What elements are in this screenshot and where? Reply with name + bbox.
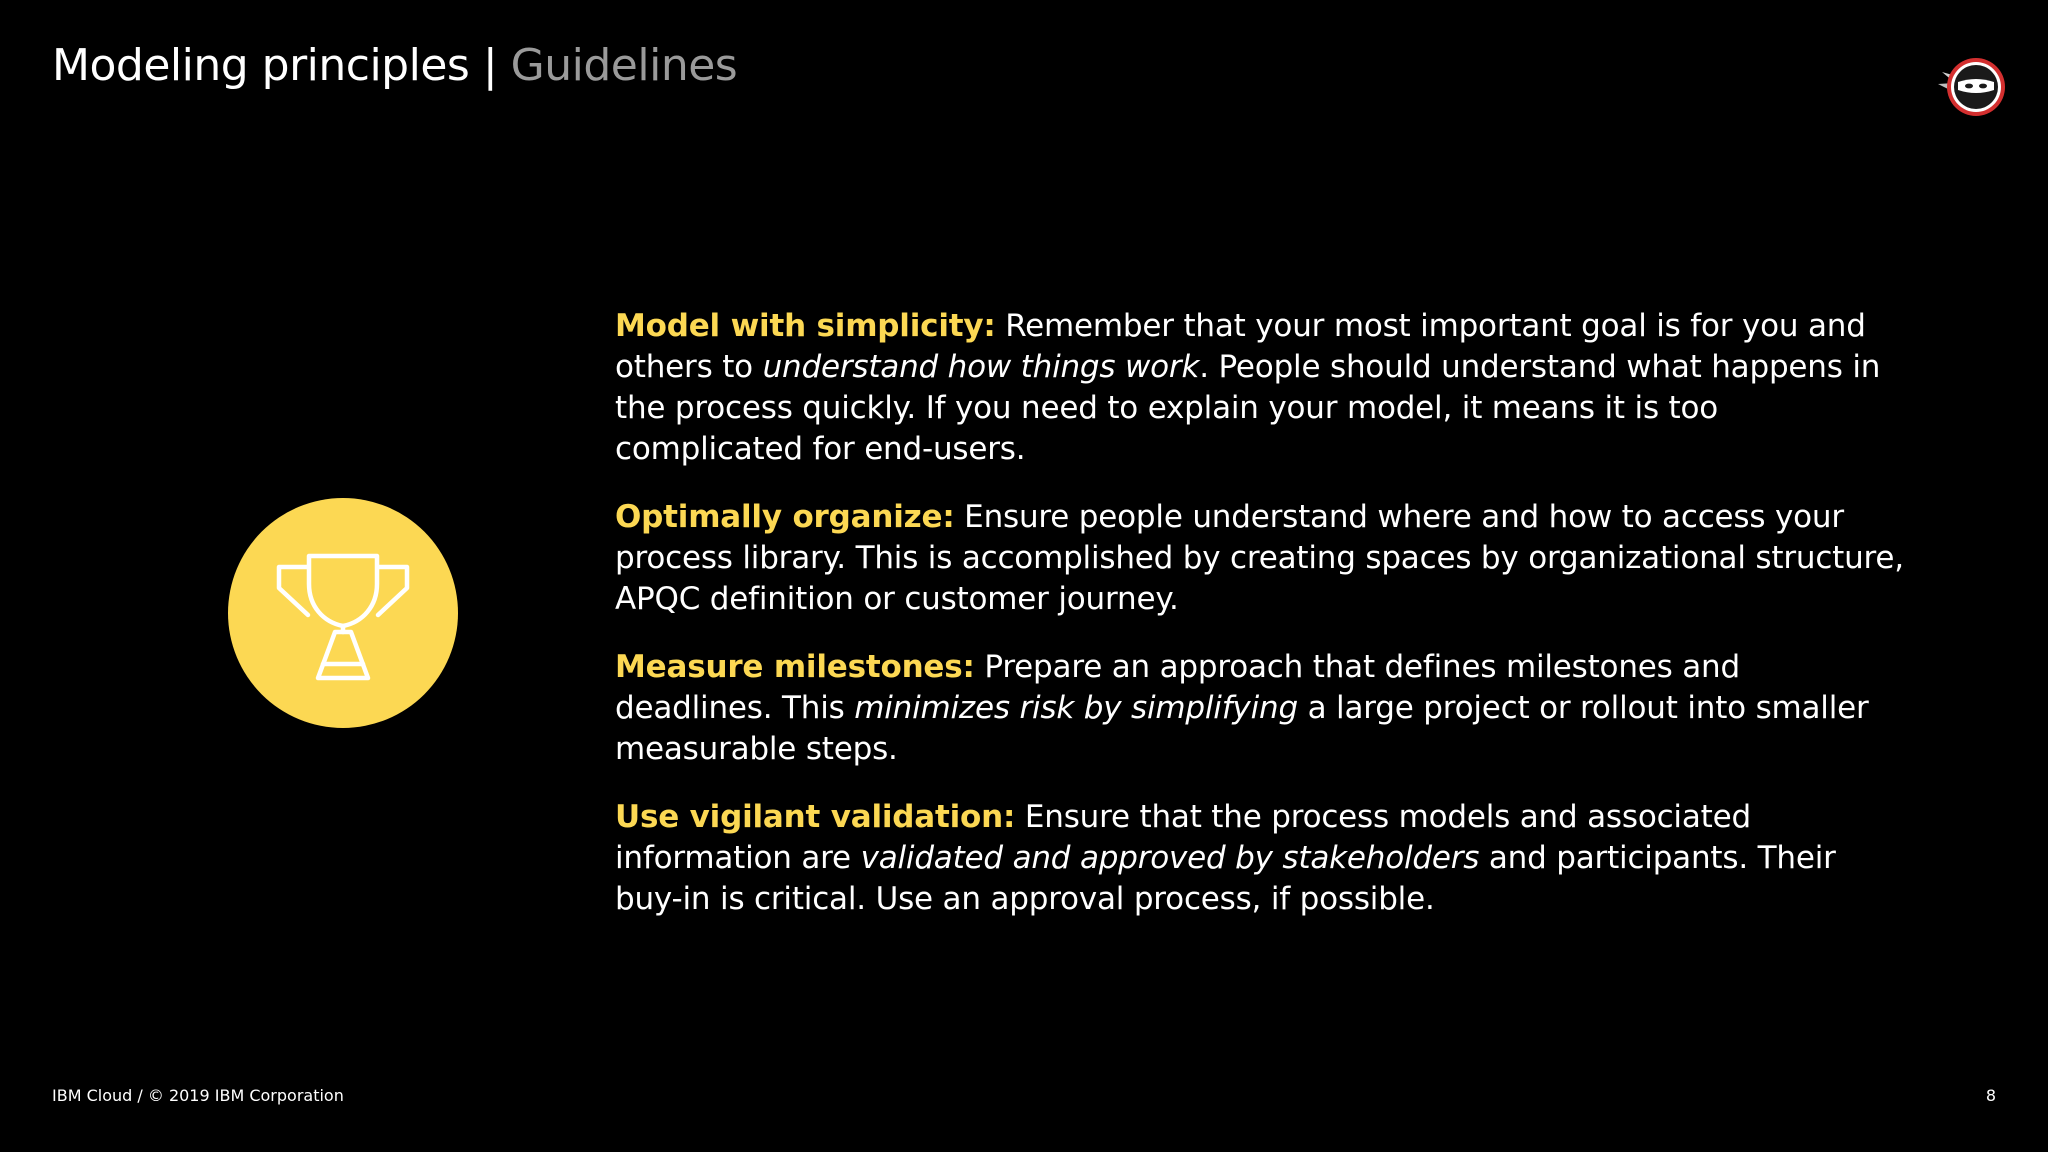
footer-copyright: IBM Cloud / © 2019 IBM Corporation [52, 1086, 344, 1105]
principle-emphasis: understand how things work [762, 349, 1200, 385]
principle-emphasis: validated and approved by stakeholders [860, 840, 1480, 876]
principle-label: Model with simplicity: [615, 308, 996, 344]
page-title-subtitle: Guidelines [510, 40, 738, 91]
page-title-separator: | [482, 40, 498, 91]
principle-emphasis: minimizes risk by simplifying [854, 690, 1298, 726]
principle-label: Measure milestones: [615, 649, 975, 685]
principle-text: Ensure that the process models and associated information are [615, 799, 1751, 876]
principle-text: and participants. Their buy-in is critical. Use an approval process, if possible. [615, 840, 1836, 917]
principle-model-with-simplicity [615, 306, 1905, 470]
page-title-main: Modeling principles [52, 40, 470, 91]
principle-use-vigilant-validation [615, 797, 1905, 920]
principle-label: Optimally organize: [615, 499, 955, 535]
page-title [52, 38, 737, 94]
ninja-icon [1934, 54, 2008, 124]
trophy-badge [228, 498, 458, 728]
principle-measure-milestones [615, 647, 1905, 770]
trophy-icon [228, 498, 458, 728]
principle-text: a large project or rollout into smaller measurable steps. [615, 690, 1869, 767]
principle-text: Ensure people understand where and how to access your process library. This is accomplished by creating spaces by organizational structure, APQC definition or customer journey. [615, 499, 1904, 617]
page-number: 8 [1985, 1086, 1996, 1105]
principle-label: Use vigilant validation: [615, 799, 1016, 835]
principle-text: . People should understand what happens in the process quickly. If you need to explain your model, it means it is too complicated for end-users. [615, 349, 1881, 467]
principle-text: Prepare an approach that defines milestones and deadlines. This [615, 649, 1740, 726]
principle-optimally-organize [615, 497, 1905, 620]
principle-text: Remember that your most important goal is for you and others to [615, 308, 1866, 385]
principles-list [615, 306, 1905, 947]
